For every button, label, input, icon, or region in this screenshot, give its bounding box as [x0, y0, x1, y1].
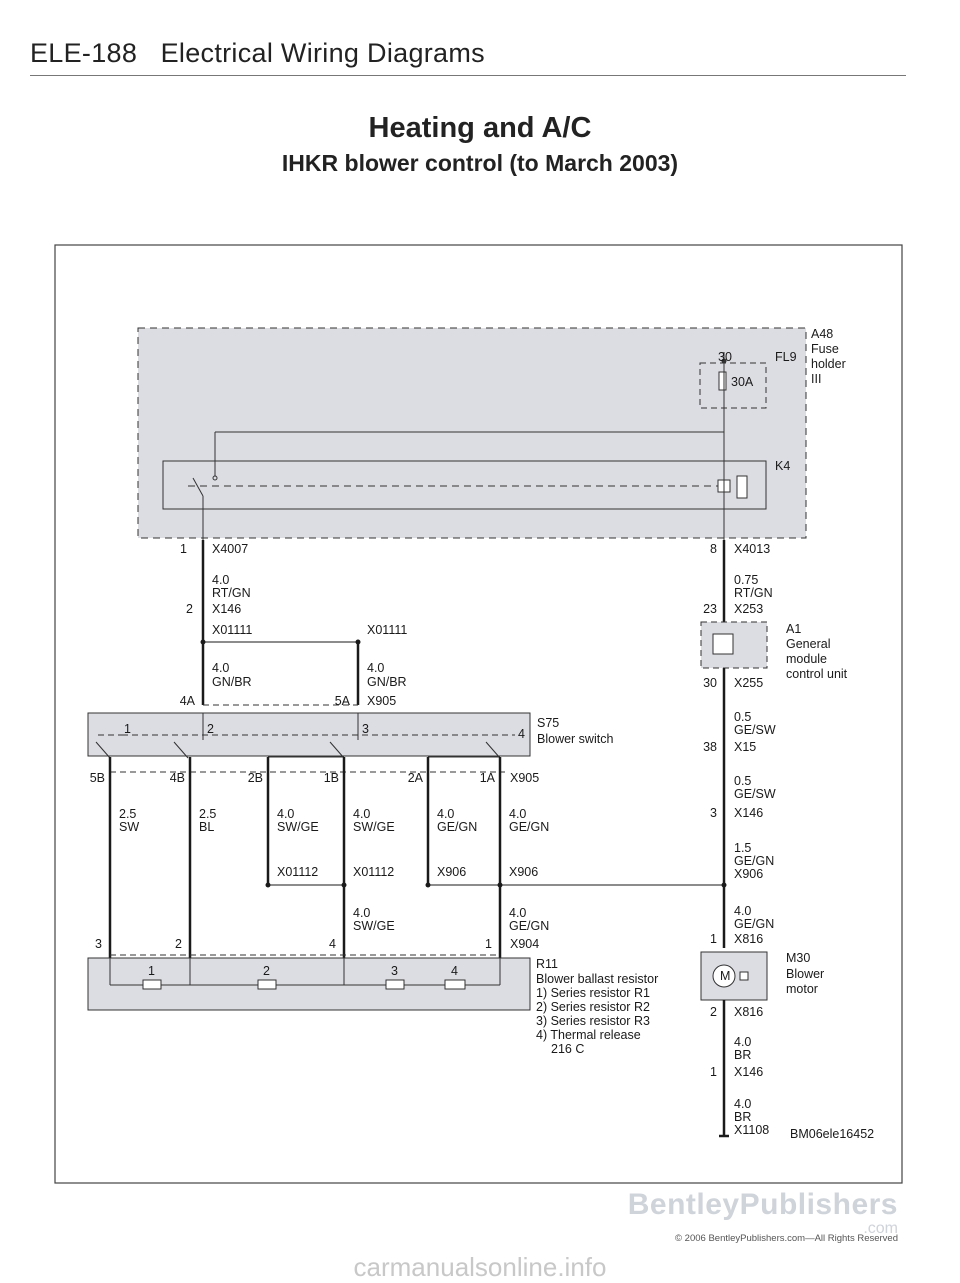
- r11-pin-2: 2: [263, 964, 270, 978]
- right-w5-size: 4.0: [734, 904, 752, 918]
- a48-line1: Fuse: [811, 342, 839, 356]
- bw2-size: 2.5: [199, 807, 217, 821]
- section-title: Electrical Wiring Diagrams: [160, 38, 485, 68]
- a1-line2: module: [786, 652, 827, 666]
- r11-name: Blower ballast resistor: [536, 972, 659, 986]
- brand-logo: BentleyPublishers: [627, 1188, 898, 1221]
- x816-top-name: X816: [734, 932, 764, 946]
- right-w3-size: 0.5: [734, 774, 752, 788]
- x905-pin-2b: 2B: [247, 771, 263, 785]
- diagram-title: Heating and A/C: [368, 112, 592, 144]
- x816-bot-name: X816: [734, 1005, 764, 1019]
- right-w4-size: 1.5: [734, 841, 752, 855]
- x905-pin-5b: 5B: [89, 771, 105, 785]
- bw1-size: 2.5: [119, 807, 137, 821]
- s75-pin-4: 4: [518, 727, 525, 741]
- x255-pin: 30: [703, 676, 717, 690]
- x906-a: X906: [437, 865, 467, 879]
- resistor-r2-icon: [258, 980, 276, 989]
- x01112-b: X01112: [353, 865, 395, 879]
- r11-temp: 216 C: [551, 1042, 585, 1056]
- right-x146-pin: 3: [710, 806, 717, 820]
- right-w6-color: BR: [734, 1048, 752, 1062]
- x904-pin-2: 2: [175, 937, 182, 951]
- left-w2-size: 4.0: [212, 661, 230, 675]
- x816-top-pin: 1: [710, 932, 717, 946]
- x904-name: X904: [510, 937, 540, 951]
- x4007-pin: 1: [180, 542, 187, 556]
- section-number: ELE-188: [30, 38, 138, 68]
- x905-pin-4a: 4A: [179, 694, 195, 708]
- right-x146b-name: X146: [734, 1065, 764, 1079]
- bw2-color: BL: [199, 820, 215, 834]
- r11-pin-3: 3: [391, 964, 398, 978]
- lw2-size: 4.0: [509, 906, 527, 920]
- s75-pin-1: 1: [124, 722, 131, 736]
- x253-pin: 23: [703, 602, 717, 616]
- bw3-color: SW/GE: [277, 820, 319, 834]
- left-w1-color: RT/GN: [212, 586, 251, 600]
- copyright: © 2006 BentleyPublishers.com—All Rights Reserved: [675, 1233, 898, 1244]
- fl9-id: FL9: [775, 350, 797, 364]
- splice-x01111-b: X01111: [367, 623, 408, 637]
- x15-pin: 38: [703, 740, 717, 754]
- r11-note-1: 1) Series resistor R1: [536, 986, 650, 1000]
- fl9-rating: 30A: [731, 375, 754, 389]
- x904-pin-1: 1: [485, 937, 492, 951]
- diagram-subtitle: IHKR blower control (to March 2003): [281, 150, 679, 176]
- a1-control-unit-box: [701, 622, 767, 668]
- lw1-color: SW/GE: [353, 919, 395, 933]
- left-w1-size: 4.0: [212, 573, 230, 587]
- a1-id: A1: [786, 622, 802, 636]
- fuse-icon: [719, 372, 726, 390]
- x905-bottom-name: X905: [510, 771, 540, 785]
- r11-note-4: 4) Thermal release: [536, 1028, 641, 1042]
- right-w1-size: 0.75: [734, 573, 759, 587]
- watermark: carmanualsonline.info: [353, 1252, 607, 1282]
- x1108-name: X1108: [734, 1123, 770, 1137]
- x905-pin-2a: 2A: [407, 771, 423, 785]
- right-w2-color: GE/SW: [734, 723, 776, 737]
- x4013-name: X4013: [734, 542, 771, 556]
- bw4-size: 4.0: [353, 807, 371, 821]
- x906-b: X906: [509, 865, 539, 879]
- lw2-color: GE/GN: [509, 919, 550, 933]
- r11-pin-1: 1: [148, 964, 155, 978]
- r11-note-3: 3) Series resistor R3: [536, 1014, 650, 1028]
- left-w3-color: GN/BR: [367, 675, 407, 689]
- a1-line3: control unit: [786, 667, 848, 681]
- lw1-size: 4.0: [353, 906, 371, 920]
- s75-name: Blower switch: [537, 732, 614, 746]
- right-x146-name: X146: [734, 806, 764, 820]
- x255-name: X255: [734, 676, 764, 690]
- bw5-size: 4.0: [437, 807, 455, 821]
- right-w5-color: GE/GN: [734, 917, 775, 931]
- right-w2-size: 0.5: [734, 710, 752, 724]
- k4-id: K4: [775, 459, 791, 473]
- right-w4-color: GE/GN: [734, 854, 775, 868]
- r11-note-2: 2) Series resistor R2: [536, 1000, 650, 1014]
- x905-pin-1b: 1B: [323, 771, 339, 785]
- x816-bot-pin: 2: [710, 1005, 717, 1019]
- a1-line1: General: [786, 637, 831, 651]
- right-w7-color: BR: [734, 1110, 752, 1124]
- left-x146-pin: 2: [186, 602, 193, 616]
- right-w7-size: 4.0: [734, 1097, 752, 1111]
- relay-coil-icon: [737, 476, 747, 498]
- x905-pin-1a: 1A: [479, 771, 495, 785]
- bw4-color: SW/GE: [353, 820, 395, 834]
- left-x146-name: X146: [212, 602, 242, 616]
- bw6-size: 4.0: [509, 807, 527, 821]
- thermal-release-icon: [445, 980, 465, 989]
- x4007-name: X4007: [212, 542, 249, 556]
- bw3-size: 4.0: [277, 807, 295, 821]
- bw1-color: SW: [119, 820, 140, 834]
- brand-com: .com: [863, 1220, 898, 1237]
- s75-pin-3: 3: [362, 722, 369, 736]
- a48-line2: holder: [811, 357, 846, 371]
- m30-id: M30: [786, 951, 811, 965]
- s75-pin-2: 2: [207, 722, 214, 736]
- resistor-r3-icon: [386, 980, 404, 989]
- s75-id: S75: [537, 716, 560, 730]
- m30-line1: Blower: [786, 967, 825, 981]
- x01112-a: X01112: [277, 865, 319, 879]
- right-w1-color: RT/GN: [734, 586, 773, 600]
- k4-relay-box: [163, 461, 766, 509]
- fl9-pin: 30: [718, 350, 732, 364]
- control-unit-icon: [713, 634, 733, 654]
- x4013-pin: 8: [710, 542, 717, 556]
- x905-top-name: X905: [367, 694, 397, 708]
- bw5-color: GE/GN: [437, 820, 478, 834]
- a48-line3: III: [811, 372, 822, 386]
- diagram-code: BM06ele16452: [790, 1127, 875, 1141]
- left-w3-size: 4.0: [367, 661, 385, 675]
- x253-name: X253: [734, 602, 764, 616]
- m30-line2: motor: [786, 982, 818, 996]
- motor-symbol: M: [720, 969, 731, 983]
- x15-name: X15: [734, 740, 757, 754]
- a48-id: A48: [811, 327, 834, 341]
- x904-pin-4: 4: [329, 937, 336, 951]
- r11-pin-4: 4: [451, 964, 458, 978]
- right-w4-name: X906: [734, 867, 764, 881]
- x904-pin-3: 3: [95, 937, 102, 951]
- bw6-color: GE/GN: [509, 820, 550, 834]
- right-x146b-pin: 1: [710, 1065, 717, 1079]
- resistor-r1-icon: [143, 980, 161, 989]
- x905-pin-4b: 4B: [169, 771, 185, 785]
- right-w6-size: 4.0: [734, 1035, 752, 1049]
- splice-x01111-a: X01111: [212, 623, 253, 637]
- left-w2-color: GN/BR: [212, 675, 252, 689]
- r11-id: R11: [536, 957, 559, 971]
- right-w3-color: GE/SW: [734, 787, 776, 801]
- x905-pin-5a: 5A: [334, 694, 350, 708]
